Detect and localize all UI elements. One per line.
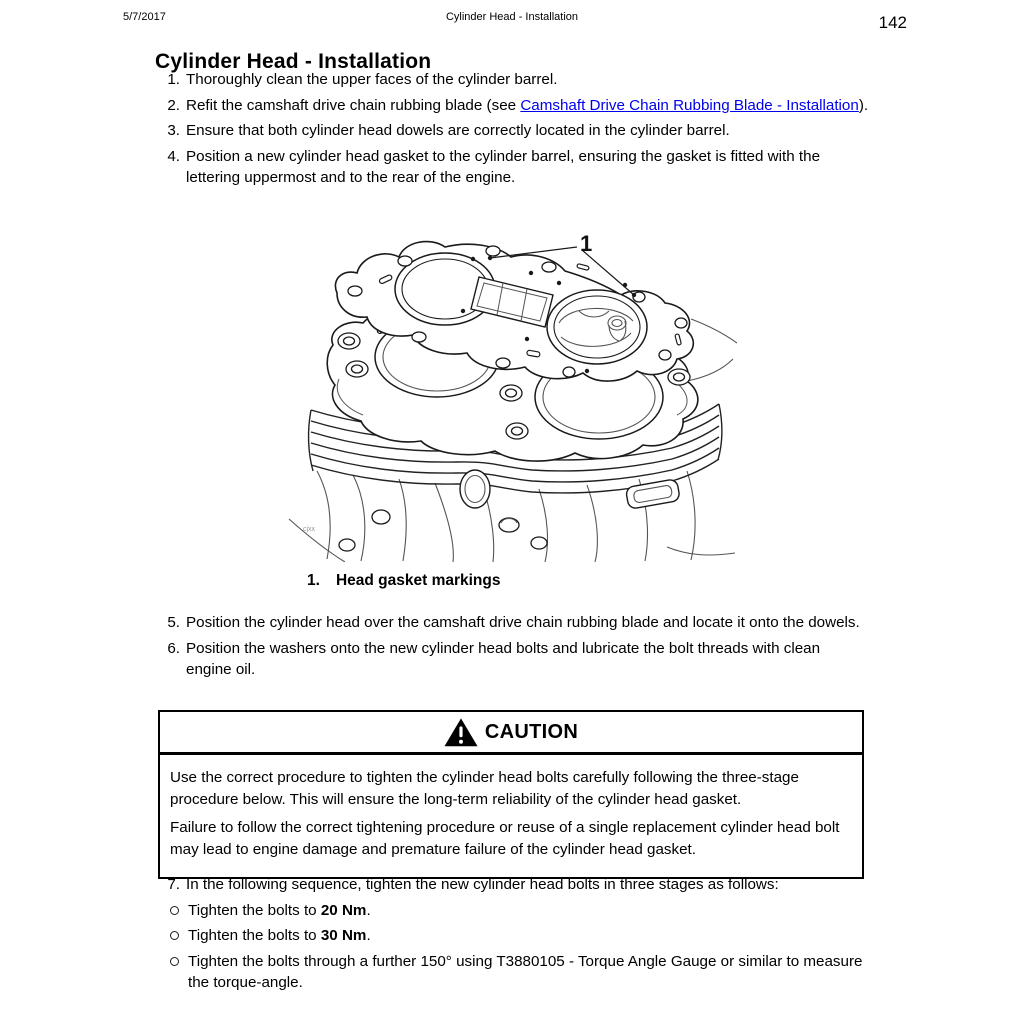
caution-box xyxy=(158,710,864,879)
caution-paragraph-2: Failure to follow the correct tightening procedure or reuse of a single replacement cylinder head bolt may lead to engine damage and premature failure of the cylinder head gasket. xyxy=(170,819,840,858)
torque-stage-2-bullet xyxy=(155,925,869,947)
camshaft-rubbing-blade-installation-link[interactable]: Camshaft Drive Chain Rubbing Blade - Installation xyxy=(520,96,859,114)
step-1-number: 1. xyxy=(167,71,180,88)
bullet-circle-icon xyxy=(170,957,179,966)
torque-stage-2-post: . xyxy=(366,927,371,944)
step-4 xyxy=(155,146,869,189)
torque-stage-1-text xyxy=(188,900,869,922)
step-7-text: In the following sequence, tighten the new cylinder head bolts in three stages as follows: xyxy=(186,876,779,893)
torque-stage-3-text xyxy=(188,951,869,994)
bullet-circle-icon xyxy=(170,931,179,940)
caution-header xyxy=(160,712,862,755)
crankcase-features xyxy=(339,470,680,551)
step-7 xyxy=(155,874,869,896)
torque-stage-2-text xyxy=(188,925,869,947)
step-6-number: 6. xyxy=(167,639,180,657)
figure-caption xyxy=(307,572,500,590)
step-4-number: 4. xyxy=(167,147,180,165)
torque-stage-1-post: . xyxy=(366,901,371,919)
figure-callout-number: 1 xyxy=(580,231,593,256)
header-page-number: 142 xyxy=(878,13,907,32)
figure-cylinder-barrel-gasket-illustration xyxy=(287,227,737,562)
figure-caption-number: 1. xyxy=(307,572,320,589)
warning-triangle-icon xyxy=(444,717,478,748)
step-3 xyxy=(155,120,869,142)
step-5 xyxy=(155,612,869,634)
procedure-steps-5-6 xyxy=(155,612,869,685)
bullet-circle-icon xyxy=(170,906,179,915)
step-6 xyxy=(155,638,869,681)
step-3-text: Ensure that both cylinder head dowels are correctly located in the cylinder barrel. xyxy=(186,122,730,139)
page-title: Cylinder Head - Installation xyxy=(155,50,432,74)
step-1 xyxy=(155,69,869,91)
caution-label: CAUTION xyxy=(484,720,579,743)
procedure-steps-1-4 xyxy=(155,69,869,193)
step-1-text: Thoroughly clean the upper faces of the cylinder barrel. xyxy=(186,71,558,88)
step-2-number: 2. xyxy=(167,96,180,114)
torque-stage-3-bullet xyxy=(155,951,869,994)
torque-stage-3-pre: Tighten the bolts through a further 150° using T3880105 - Torque Angle Gauge or similar to measure the torque-angle. xyxy=(188,952,863,991)
torque-stage-1-bullet xyxy=(155,900,869,922)
header-date: 5/7/2017 xyxy=(123,11,166,23)
caution-paragraph-1: Use the correct procedure to tighten the cylinder head bolts carefully following the three-stage procedure below. This will ensure the long-term reliability of the cylinder head gasket. xyxy=(170,769,799,808)
procedure-step-7-and-bullets xyxy=(155,874,869,998)
step-7-number: 7. xyxy=(167,876,180,893)
step-3-number: 3. xyxy=(167,122,180,139)
step-2-text-post: ). xyxy=(858,96,869,114)
torque-stage-2-pre: Tighten the bolts to xyxy=(188,927,321,944)
figure-caption-text: Head gasket markings xyxy=(335,572,501,589)
step-2-text xyxy=(186,95,869,117)
step-5-text: Position the cylinder head over the camshaft drive chain rubbing blade and locate it onto the dowels. xyxy=(186,614,860,631)
step-2 xyxy=(155,95,869,117)
header-document-title: Cylinder Head - Installation xyxy=(445,11,579,23)
torque-stage-1-pre: Tighten the bolts to xyxy=(188,901,321,919)
torque-stage-2-value: 30 Nm xyxy=(320,927,367,944)
step-4-text: Position a new cylinder head gasket to the cylinder barrel, ensuring the gasket is fitted with the lettering uppermost and to the rear of the engine. xyxy=(186,147,821,186)
torque-stage-1-value: 20 Nm xyxy=(320,901,367,919)
step-2-text-pre: Refit the camshaft drive chain rubbing blade (see xyxy=(186,96,521,114)
step-6-text: Position the washers onto the new cylinder head bolts and lubricate the bolt threads with clean engine oil. xyxy=(186,639,821,678)
figure-watermark: cjxx xyxy=(303,526,316,533)
step-5-number: 5. xyxy=(167,614,180,631)
caution-body xyxy=(160,755,862,877)
